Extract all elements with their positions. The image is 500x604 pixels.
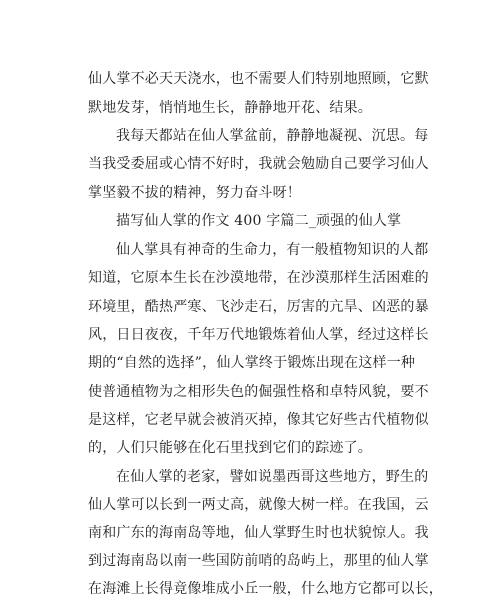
text-line: 仙人掌不必天天浇水，也不需要人们特别地照顾，它默 xyxy=(88,71,429,87)
text-line: 使普通植物为之相形失色的倔强性格和卓特风貌，要不 xyxy=(88,384,429,400)
text-line: 在海滩上长得竟像堆成小丘一般，什么地方它都可以长， xyxy=(88,581,443,597)
text-line: 默地发芽，悄悄地生长，静静地开花、结果。 xyxy=(88,100,372,116)
text-line: 的，人们只能够在化石里找到它们的踪迹了。 xyxy=(88,440,372,456)
text-line: 南和广东的海南岛等地，仙人掌野生时也状貌惊人。我 xyxy=(88,525,429,541)
text-line: 仙人掌具有神奇的生命力，有一般植物知识的人都 xyxy=(116,242,429,258)
text-line: 在仙人掌的老家，譬如说墨西哥这些地方，野生的 xyxy=(116,469,429,485)
text-line: 掌坚毅不拔的精神，努力奋斗呀！ xyxy=(88,185,301,201)
text-line: 期的“自然的选择”，仙人掌终于锻炼出现在这样一种 xyxy=(88,355,416,371)
text-line: 到过海南岛以南一些国防前哨的岛屿上，那里的仙人掌 xyxy=(88,553,429,569)
text-line: 知道，它原本生长在沙漠地带，在沙漠那样生活困难的 xyxy=(88,270,429,286)
text-line: 环境里，酷热严寒、飞沙走石，厉害的亢旱、凶恶的暴 xyxy=(88,299,429,315)
text-line: 仙人掌可以长到一两丈高，就像大树一样。在我国，云 xyxy=(88,497,429,513)
section-heading: 描写仙人掌的作文 400 字篇二_顽强的仙人掌 xyxy=(116,213,402,229)
text-line: 我每天都站在仙人掌盆前，静静地凝视、沉思。每 xyxy=(116,128,429,144)
text-line: 是这样，它老早就会被消灭掉，像其它好些古代植物似 xyxy=(88,412,429,428)
text-line: 当我受委屈或心情不好时，我就会勉励自己要学习仙人 xyxy=(88,156,429,172)
text-line: 风，日日夜夜，千年万代地锻炼着仙人掌，经过这样长 xyxy=(88,327,429,343)
